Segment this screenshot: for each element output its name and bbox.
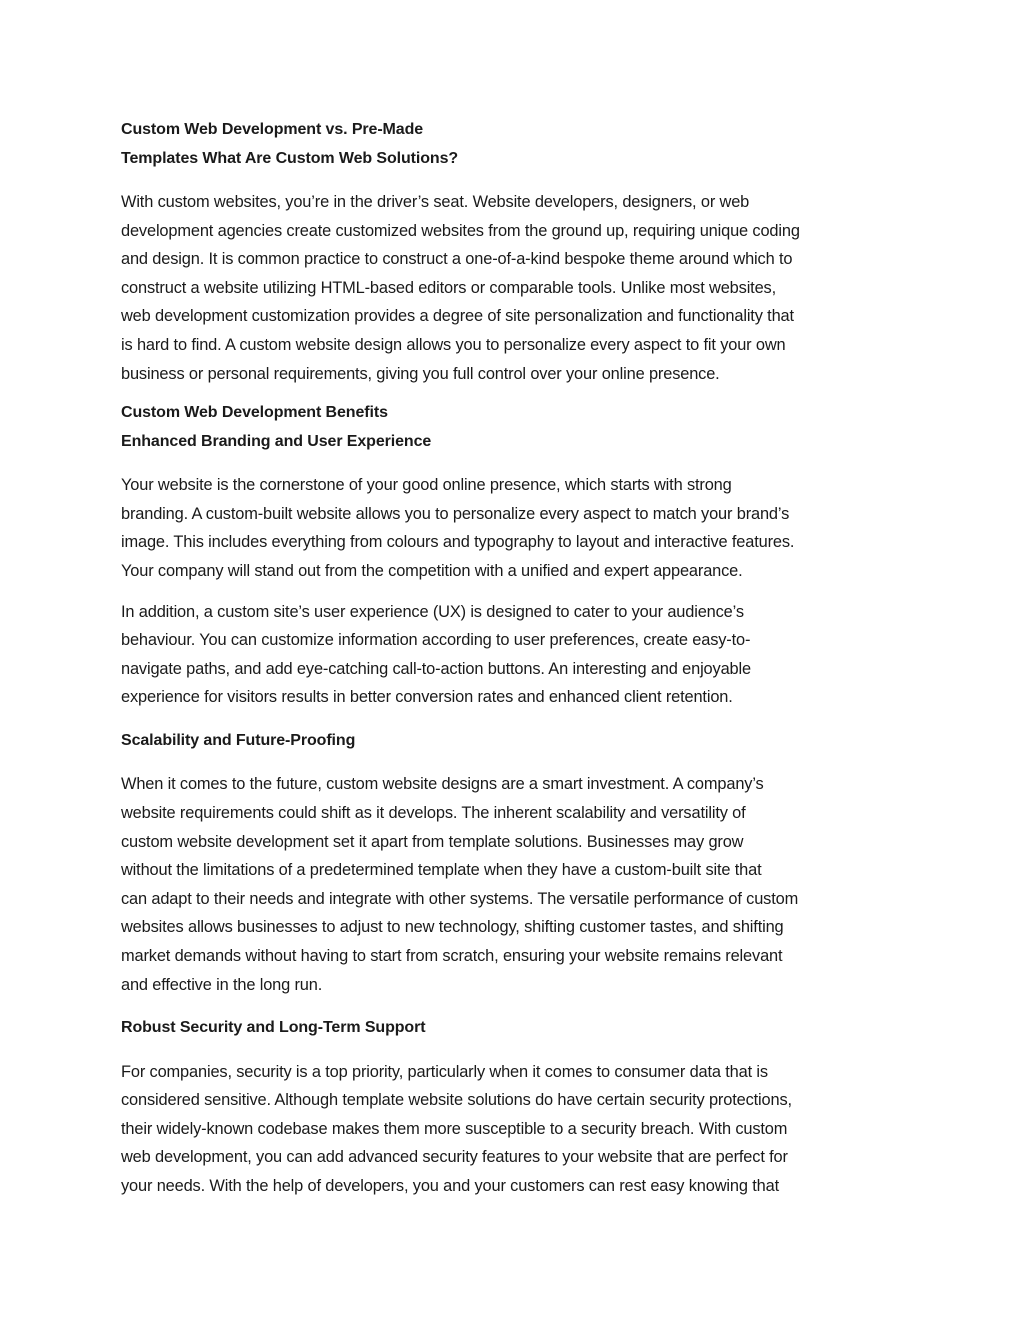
- text-line: considered sensitive. Although template website solutions do have certain security protections,: [121, 1091, 792, 1110]
- text-line: navigate paths, and add eye-catching call-to-action buttons. An interesting and enjoyable: [121, 659, 751, 678]
- text-line: experience for visitors results in better conversion rates and enhanced client retention.: [121, 688, 733, 707]
- heading-line: Enhanced Branding and User Experience: [121, 432, 432, 450]
- text-line: web development, you can add advanced security features to your website that are perfect for: [121, 1148, 788, 1167]
- section-heading: [121, 727, 901, 756]
- text-line: When it comes to the future, custom website designs are a smart investment. A company’s: [121, 775, 764, 794]
- paragraph-scalability: [121, 770, 901, 999]
- text-line: custom website development set it apart from template solutions. Businesses may grow: [121, 832, 744, 851]
- section-heading: [121, 1014, 901, 1043]
- text-line: is hard to find. A custom website design allows you to personalize every aspect to fit your own: [121, 335, 786, 354]
- text-line: branding. A custom-built website allows you to personalize every aspect to match your brand’s: [121, 504, 790, 523]
- text-line: website requirements could shift as it develops. The inherent scalability and versatility of: [121, 804, 746, 822]
- text-line: their widely-known codebase makes them more susceptible to a security breach. With custom: [121, 1119, 788, 1138]
- document-title: [121, 116, 901, 173]
- section-scalability: [121, 727, 901, 999]
- text-line: image. This includes everything from colours and typography to layout and interactive features.: [121, 533, 795, 552]
- text-line: websites allows businesses to adjust to new technology, shifting customer tastes, and shifting: [121, 918, 784, 937]
- paragraph-intro: [121, 188, 901, 388]
- heading-line: Scalability and Future-Proofing: [121, 731, 356, 749]
- heading-line: Robust Security and Long-Term Support: [121, 1019, 426, 1037]
- text-line: development agencies create customized websites from the ground up, requiring unique coding: [121, 221, 800, 240]
- text-line: can adapt to their needs and integrate with other systems. The versatile performance of custom: [121, 889, 799, 908]
- text-line: market demands without having to start from scratch, ensuring your website remains relevant: [121, 946, 783, 965]
- text-line: and effective in the long run.: [121, 975, 323, 994]
- text-line: construct a website utilizing HTML-based editors or comparable tools. Unlike most websites,: [121, 278, 777, 297]
- section-security: [121, 1014, 901, 1200]
- text-line: without the limitations of a predetermined template when they have a custom-built site that: [121, 861, 762, 880]
- text-line: In addition, a custom site’s user experience (UX) is designed to cater to your audience’s: [121, 602, 744, 621]
- text-line: Your website is the cornerstone of your good online presence, which starts with strong: [121, 476, 732, 495]
- paragraph-branding: [121, 471, 901, 585]
- document-body: [121, 116, 901, 1201]
- paragraph-security: [121, 1058, 901, 1201]
- section-branding-user-experience: [121, 399, 901, 712]
- section-what-are-custom-web-solutions: [121, 116, 901, 388]
- text-line: your needs. With the help of developers, you and your customers can rest easy knowing that: [121, 1177, 779, 1196]
- text-line: web development customization provides a degree of site personalization and functionality that: [121, 307, 794, 326]
- text-line: business or personal requirements, giving you full control over your online presence.: [121, 364, 720, 383]
- paragraph-ux: [121, 598, 901, 712]
- heading-line: Custom Web Development Benefits: [121, 404, 388, 422]
- text-line: For companies, security is a top priority, particularly when it comes to consumer data that is: [121, 1062, 768, 1081]
- text-line: and design. It is common practice to construct a one-of-a-kind bespoke theme around which to: [121, 250, 793, 269]
- heading-line: Templates What Are Custom Web Solutions?: [121, 149, 459, 167]
- text-line: behaviour. You can customize information according to user preferences, create easy-to-: [121, 631, 751, 650]
- section-heading: [121, 399, 901, 456]
- text-line: Your company will stand out from the competition with a unified and expert appearance.: [121, 561, 743, 580]
- heading-line: Custom Web Development vs. Pre-Made: [121, 121, 424, 138]
- text-line: With custom websites, you’re in the driver’s seat. Website developers, designers, or web: [121, 193, 750, 211]
